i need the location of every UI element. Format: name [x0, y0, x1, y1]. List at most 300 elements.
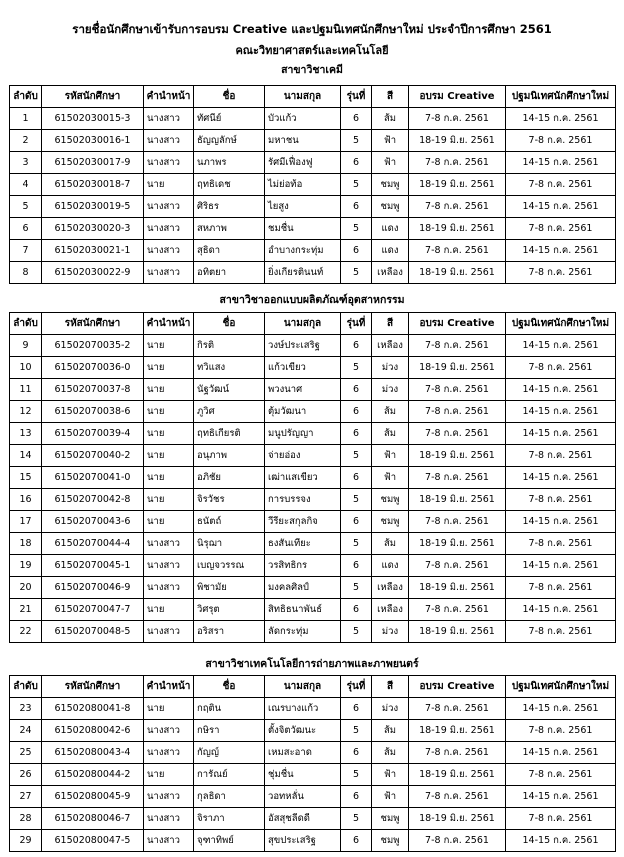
table-cell: 5 [10, 196, 42, 218]
table-cell: 29 [10, 830, 42, 852]
table-cell: 61502080043-4 [42, 742, 144, 764]
table-cell: 5 [341, 357, 372, 379]
table-cell: สิทธิธนาพันธ์ [265, 599, 341, 621]
table-cell: วรสิทธิกร [265, 555, 341, 577]
table-cell: แดง [372, 240, 409, 262]
table-cell: 18-19 มิ.ย. 2561 [409, 174, 506, 196]
table-cell: 61502070047-7 [42, 599, 144, 621]
table-cell: 18-19 มิ.ย. 2561 [409, 130, 506, 152]
table-cell: 61502080042-6 [42, 720, 144, 742]
table-cell: 14-15 ก.ค. 2561 [506, 830, 616, 852]
table-row [10, 196, 616, 218]
table-cell: แดง [372, 218, 409, 240]
table-cell: นางสาว [144, 808, 194, 830]
table-cell: นางสาว [144, 108, 194, 130]
section-title: สาขาวิชาเทคโนโลยีการถ่ายภาพและภาพยนตร์ [205, 658, 419, 670]
table-row [10, 621, 616, 643]
table-cell: 22 [10, 621, 42, 643]
table-cell: ชมชื่น [265, 218, 341, 240]
column-header: รุ่นที่ [341, 676, 372, 698]
table-cell: แดง [372, 555, 409, 577]
table-cell: นาย [144, 764, 194, 786]
table-cell: ชมพู [372, 511, 409, 533]
table-cell: 14-15 ก.ค. 2561 [506, 423, 616, 445]
column-header: ชื่อ [194, 86, 265, 108]
table-cell: 1 [10, 108, 42, 130]
table-cell: ชมพู [372, 808, 409, 830]
table-header-row [10, 676, 616, 698]
table-cell: 6 [341, 108, 372, 130]
table-cell: นาย [144, 489, 194, 511]
table-cell: ทวิแสง [194, 357, 265, 379]
table-cell: 6 [341, 599, 372, 621]
table-cell: 61502070042-8 [42, 489, 144, 511]
table-cell: นางสาว [144, 786, 194, 808]
column-header: คำนำหน้า [144, 313, 194, 335]
table-cell: ส้ม [372, 533, 409, 555]
table-cell: กษิรา [194, 720, 265, 742]
table-cell: เณรบางแก้ว [265, 698, 341, 720]
column-header: คำนำหน้า [144, 676, 194, 698]
table-cell: แก้วเขียว [265, 357, 341, 379]
table-cell: 14-15 ก.ค. 2561 [506, 240, 616, 262]
table-cell: 7-8 ก.ค. 2561 [506, 130, 616, 152]
table-cell: นางสาว [144, 152, 194, 174]
table-cell: ธนัตถ์ [194, 511, 265, 533]
table-cell: 14-15 ก.ค. 2561 [506, 401, 616, 423]
table-cell: 7-8 ก.ค. 2561 [409, 599, 506, 621]
table-cell: 61502030018-7 [42, 174, 144, 196]
column-header: รหัสนักศึกษา [42, 676, 144, 698]
table-row [10, 335, 616, 357]
student-table [9, 312, 616, 643]
table-cell: นางสาว [144, 742, 194, 764]
table-cell: 25 [10, 742, 42, 764]
table-row [10, 533, 616, 555]
table-cell: 7-8 ก.ค. 2561 [409, 830, 506, 852]
table-cell: 7-8 ก.ค. 2561 [409, 423, 506, 445]
table-cell: นาย [144, 423, 194, 445]
table-cell: 61502030017-9 [42, 152, 144, 174]
table-cell: ตุ้มวัฒนา [265, 401, 341, 423]
table-cell: 7-8 ก.ค. 2561 [409, 698, 506, 720]
table-cell: กัญญ์ [194, 742, 265, 764]
table-row [10, 720, 616, 742]
table-cell: พวงนาศ [265, 379, 341, 401]
column-header: ปฐมนิเทศนักศึกษาใหม่ [506, 86, 616, 108]
table-cell: อทิตยา [194, 262, 265, 284]
table-cell: 14-15 ก.ค. 2561 [506, 698, 616, 720]
table-cell: 28 [10, 808, 42, 830]
table-cell: 6 [341, 379, 372, 401]
table-cell: อภิชัย [194, 467, 265, 489]
table-cell: ไม่ย่อท้อ [265, 174, 341, 196]
table-cell: ลัดกระทุ่ม [265, 621, 341, 643]
column-header: รหัสนักศึกษา [42, 313, 144, 335]
table-cell: รัศมีเฟื่องฟู [265, 152, 341, 174]
table-cell: 61502080044-2 [42, 764, 144, 786]
table-cell: กิรติ [194, 335, 265, 357]
table-cell: 5 [341, 445, 372, 467]
table-cell: 14-15 ก.ค. 2561 [506, 599, 616, 621]
table-cell: 7-8 ก.ค. 2561 [506, 218, 616, 240]
table-cell: 23 [10, 698, 42, 720]
table-cell: 61502070046-9 [42, 577, 144, 599]
column-header: ลำดับ [10, 313, 42, 335]
table-cell: 24 [10, 720, 42, 742]
table-cell: 6 [341, 423, 372, 445]
table-cell: เหมสะอาด [265, 742, 341, 764]
column-header: ลำดับ [10, 86, 42, 108]
student-table [9, 675, 616, 852]
table-cell: ม่วง [372, 357, 409, 379]
table-cell: 27 [10, 786, 42, 808]
table-cell: ส้ม [372, 720, 409, 742]
table-cell: 61502070044-4 [42, 533, 144, 555]
table-cell: ม่วง [372, 379, 409, 401]
table-cell: 61502080047-5 [42, 830, 144, 852]
table-cell: เหลือง [372, 577, 409, 599]
table-cell: 61502070039-4 [42, 423, 144, 445]
table-cell: 14-15 ก.ค. 2561 [506, 742, 616, 764]
table-cell: ฟ้า [372, 786, 409, 808]
table-cell: ศิริธร [194, 196, 265, 218]
table-cell: นางสาว [144, 533, 194, 555]
table-cell: 3 [10, 152, 42, 174]
table-cell: นางสาว [144, 577, 194, 599]
table-cell: 14-15 ก.ค. 2561 [506, 555, 616, 577]
table-cell: 5 [341, 808, 372, 830]
table-cell: สุขประเสริฐ [265, 830, 341, 852]
table-cell: ม่วง [372, 621, 409, 643]
table-cell: นางสาว [144, 720, 194, 742]
table-cell: ชุ่มชื่น [265, 764, 341, 786]
table-row [10, 830, 616, 852]
column-header: รุ่นที่ [341, 86, 372, 108]
table-cell: 61502080045-9 [42, 786, 144, 808]
table-row [10, 357, 616, 379]
table-cell: อนุภาพ [194, 445, 265, 467]
table-cell: ชมพู [372, 489, 409, 511]
table-cell: 61502030021-1 [42, 240, 144, 262]
table-row [10, 152, 616, 174]
table-cell: วีรียะสกุลกิจ [265, 511, 341, 533]
table-cell: นาย [144, 698, 194, 720]
table-cell: นางสาว [144, 262, 194, 284]
column-header: ปฐมนิเทศนักศึกษาใหม่ [506, 676, 616, 698]
column-header: นามสกุล [265, 86, 341, 108]
table-cell: 14-15 ก.ค. 2561 [506, 379, 616, 401]
table-header-row [10, 313, 616, 335]
table-row [10, 467, 616, 489]
table-cell: 18-19 มิ.ย. 2561 [409, 218, 506, 240]
table-cell: พิชามัย [194, 577, 265, 599]
table-cell: 8 [10, 262, 42, 284]
table-cell: ฟ้า [372, 467, 409, 489]
table-cell: นาย [144, 401, 194, 423]
table-cell: 14-15 ก.ค. 2561 [506, 467, 616, 489]
table-row [10, 786, 616, 808]
table-cell: ภูวิศ [194, 401, 265, 423]
table-cell: 9 [10, 335, 42, 357]
table-cell: 6 [341, 511, 372, 533]
table-cell: 11 [10, 379, 42, 401]
table-cell: 18-19 มิ.ย. 2561 [409, 808, 506, 830]
table-cell: 5 [341, 621, 372, 643]
table-row [10, 423, 616, 445]
table-cell: นางสาว [144, 130, 194, 152]
table-cell: อัสสุชลีดดี [265, 808, 341, 830]
column-header: รุ่นที่ [341, 313, 372, 335]
table-row [10, 489, 616, 511]
table-cell: 19 [10, 555, 42, 577]
table-cell: 61502030019-5 [42, 196, 144, 218]
table-cell: 61502030022-9 [42, 262, 144, 284]
table-cell: 16 [10, 489, 42, 511]
table-cell: 14-15 ก.ค. 2561 [506, 196, 616, 218]
table-cell: 61502070043-6 [42, 511, 144, 533]
table-cell: ฤทธิเกียรติ [194, 423, 265, 445]
table-cell: ไยสูง [265, 196, 341, 218]
table-cell: นัฐวัฒน์ [194, 379, 265, 401]
table-cell: 6 [341, 152, 372, 174]
table-cell: 7-8 ก.ค. 2561 [506, 357, 616, 379]
table-cell: 61502030015-3 [42, 108, 144, 130]
table-cell: 61502080041-8 [42, 698, 144, 720]
table-cell: 5 [341, 262, 372, 284]
table-cell: 61502070040-2 [42, 445, 144, 467]
table-cell: 14-15 ก.ค. 2561 [506, 335, 616, 357]
table-cell: 18-19 มิ.ย. 2561 [409, 357, 506, 379]
table-cell: นางสาว [144, 196, 194, 218]
table-cell: 18-19 มิ.ย. 2561 [409, 764, 506, 786]
section-title: สาขาวิชาออกแบบผลิตภัณฑ์อุตสาหกรรม [219, 294, 405, 306]
table-cell: 15 [10, 467, 42, 489]
table-row [10, 698, 616, 720]
table-cell: กุลธิดา [194, 786, 265, 808]
table-cell: จิรวัชร [194, 489, 265, 511]
table-cell: 7-8 ก.ค. 2561 [506, 808, 616, 830]
table-cell: ชมพู [372, 830, 409, 852]
table-cell: 18-19 มิ.ย. 2561 [409, 489, 506, 511]
table-cell: 6 [341, 401, 372, 423]
table-cell: 61502070035-2 [42, 335, 144, 357]
table-row [10, 262, 616, 284]
table-cell: ส้ม [372, 401, 409, 423]
table-cell: 7-8 ก.ค. 2561 [506, 489, 616, 511]
table-cell: นาย [144, 174, 194, 196]
table-cell: 6 [341, 698, 372, 720]
table-row [10, 599, 616, 621]
table-cell: 7-8 ก.ค. 2561 [506, 720, 616, 742]
table-cell: 6 [341, 240, 372, 262]
table-cell: 61502030016-1 [42, 130, 144, 152]
table-cell: 5 [341, 130, 372, 152]
table-cell: 21 [10, 599, 42, 621]
table-cell: วงษ์ประเสริฐ [265, 335, 341, 357]
table-cell: ตั้งจิตวัฒนะ [265, 720, 341, 742]
document-title: รายชื่อนักศึกษาเข้ารับการอบรม Creative และปฐมนิเทศนักศึกษาใหม่ ประจำปีการศึกษา 2561 [72, 22, 552, 36]
table-cell: 7-8 ก.ค. 2561 [409, 511, 506, 533]
table-cell: นาย [144, 511, 194, 533]
table-cell: 61502030020-3 [42, 218, 144, 240]
table-cell: สุธิดา [194, 240, 265, 262]
table-cell: ส้ม [372, 423, 409, 445]
table-cell: นิรุฌา [194, 533, 265, 555]
table-cell: 7 [10, 240, 42, 262]
table-cell: 14-15 ก.ค. 2561 [506, 511, 616, 533]
section-title: สาขาวิชาเคมี [281, 64, 343, 76]
table-cell: 61502070048-5 [42, 621, 144, 643]
column-header: สี [372, 676, 409, 698]
table-cell: 7-8 ก.ค. 2561 [409, 240, 506, 262]
table-cell: ส้ม [372, 742, 409, 764]
table-cell: ยิ่งเกียรตินนท์ [265, 262, 341, 284]
table-cell: อริสรา [194, 621, 265, 643]
column-header: ลำดับ [10, 676, 42, 698]
table-cell: 13 [10, 423, 42, 445]
table-cell: มนูปรัญญา [265, 423, 341, 445]
table-cell: นางสาว [144, 240, 194, 262]
table-cell: เหลือง [372, 599, 409, 621]
column-header: นามสกุล [265, 313, 341, 335]
table-cell: 61502070045-1 [42, 555, 144, 577]
table-cell: เบญจวรรณ [194, 555, 265, 577]
table-cell: 2 [10, 130, 42, 152]
table-cell: 6 [341, 830, 372, 852]
table-cell: 7-8 ก.ค. 2561 [409, 401, 506, 423]
table-cell: 7-8 ก.ค. 2561 [506, 577, 616, 599]
column-header: ปฐมนิเทศนักศึกษาใหม่ [506, 313, 616, 335]
table-cell: 5 [341, 577, 372, 599]
table-cell: ชมพู [372, 174, 409, 196]
table-header-row [10, 86, 616, 108]
table-cell: 6 [341, 335, 372, 357]
table-cell: ฟ้า [372, 152, 409, 174]
table-cell: 7-8 ก.ค. 2561 [506, 533, 616, 555]
table-cell: 6 [341, 196, 372, 218]
table-cell: 10 [10, 357, 42, 379]
table-cell: 7-8 ก.ค. 2561 [506, 262, 616, 284]
column-header: รหัสนักศึกษา [42, 86, 144, 108]
table-cell: 5 [341, 764, 372, 786]
table-cell: วิศรุต [194, 599, 265, 621]
table-cell: 61502070036-0 [42, 357, 144, 379]
table-row [10, 808, 616, 830]
table-cell: 61502070037-8 [42, 379, 144, 401]
faculty-title: คณะวิทยาศาสตร์และเทคโนโลยี [235, 44, 389, 57]
table-row [10, 379, 616, 401]
table-cell: บัวแก้ว [265, 108, 341, 130]
table-cell: 7-8 ก.ค. 2561 [409, 379, 506, 401]
table-cell: 20 [10, 577, 42, 599]
column-header: ชื่อ [194, 313, 265, 335]
student-table [9, 85, 616, 284]
table-cell: 7-8 ก.ค. 2561 [409, 335, 506, 357]
table-cell: นางสาว [144, 830, 194, 852]
table-row [10, 445, 616, 467]
table-cell: นางสาว [144, 218, 194, 240]
table-cell: นาย [144, 467, 194, 489]
table-cell: 4 [10, 174, 42, 196]
table-row [10, 555, 616, 577]
table-cell: 5 [341, 720, 372, 742]
table-cell: 14-15 ก.ค. 2561 [506, 786, 616, 808]
table-cell: จ่ายอ่อง [265, 445, 341, 467]
table-row [10, 401, 616, 423]
table-cell: 7-8 ก.ค. 2561 [409, 467, 506, 489]
table-cell: จิราภา [194, 808, 265, 830]
column-header: อบรม Creative [409, 676, 506, 698]
table-cell: นาย [144, 357, 194, 379]
table-cell: ฟ้า [372, 445, 409, 467]
table-cell: 7-8 ก.ค. 2561 [409, 152, 506, 174]
table-cell: ชมพู [372, 196, 409, 218]
table-cell: 18 [10, 533, 42, 555]
table-row [10, 764, 616, 786]
table-cell: จุฑาทิพย์ [194, 830, 265, 852]
table-cell: 14 [10, 445, 42, 467]
table-cell: 5 [341, 489, 372, 511]
table-cell: 18-19 มิ.ย. 2561 [409, 445, 506, 467]
table-cell: 18-19 มิ.ย. 2561 [409, 720, 506, 742]
table-cell: 61502080046-7 [42, 808, 144, 830]
column-header: สี [372, 313, 409, 335]
table-cell: การบรรจง [265, 489, 341, 511]
table-cell: 6 [10, 218, 42, 240]
table-cell: ทัศนีย์ [194, 108, 265, 130]
table-cell: ม่วง [372, 698, 409, 720]
table-cell: 7-8 ก.ค. 2561 [409, 742, 506, 764]
table-cell: 7-8 ก.ค. 2561 [506, 621, 616, 643]
table-cell: 6 [341, 467, 372, 489]
table-cell: ฤทธิเดช [194, 174, 265, 196]
table-cell: นาย [144, 335, 194, 357]
table-row [10, 108, 616, 130]
table-cell: มงคลศิลป์ [265, 577, 341, 599]
table-cell: การัณย์ [194, 764, 265, 786]
table-cell: สหภาพ [194, 218, 265, 240]
table-cell: ฟ้า [372, 764, 409, 786]
column-header: คำนำหน้า [144, 86, 194, 108]
table-cell: ธงสันเทียะ [265, 533, 341, 555]
table-cell: 61502070038-6 [42, 401, 144, 423]
table-cell: 5 [341, 218, 372, 240]
table-cell: 18-19 มิ.ย. 2561 [409, 577, 506, 599]
table-cell: 6 [341, 742, 372, 764]
table-cell: ธัญญลักษ์ [194, 130, 265, 152]
table-cell: มหาชน [265, 130, 341, 152]
table-cell: 12 [10, 401, 42, 423]
table-cell: ฟ้า [372, 130, 409, 152]
table-cell: 6 [341, 786, 372, 808]
table-cell: 7-8 ก.ค. 2561 [409, 196, 506, 218]
table-cell: นาย [144, 445, 194, 467]
table-cell: 7-8 ก.ค. 2561 [409, 108, 506, 130]
column-header: นามสกุล [265, 676, 341, 698]
column-header: อบรม Creative [409, 313, 506, 335]
table-cell: 61502070041-0 [42, 467, 144, 489]
table-cell: เหลือง [372, 335, 409, 357]
table-cell: 18-19 มิ.ย. 2561 [409, 621, 506, 643]
table-cell: นาย [144, 379, 194, 401]
table-cell: 14-15 ก.ค. 2561 [506, 108, 616, 130]
table-cell: ส้ม [372, 108, 409, 130]
table-row [10, 130, 616, 152]
table-cell: นางสาว [144, 555, 194, 577]
table-cell: 18-19 มิ.ย. 2561 [409, 533, 506, 555]
table-row [10, 240, 616, 262]
